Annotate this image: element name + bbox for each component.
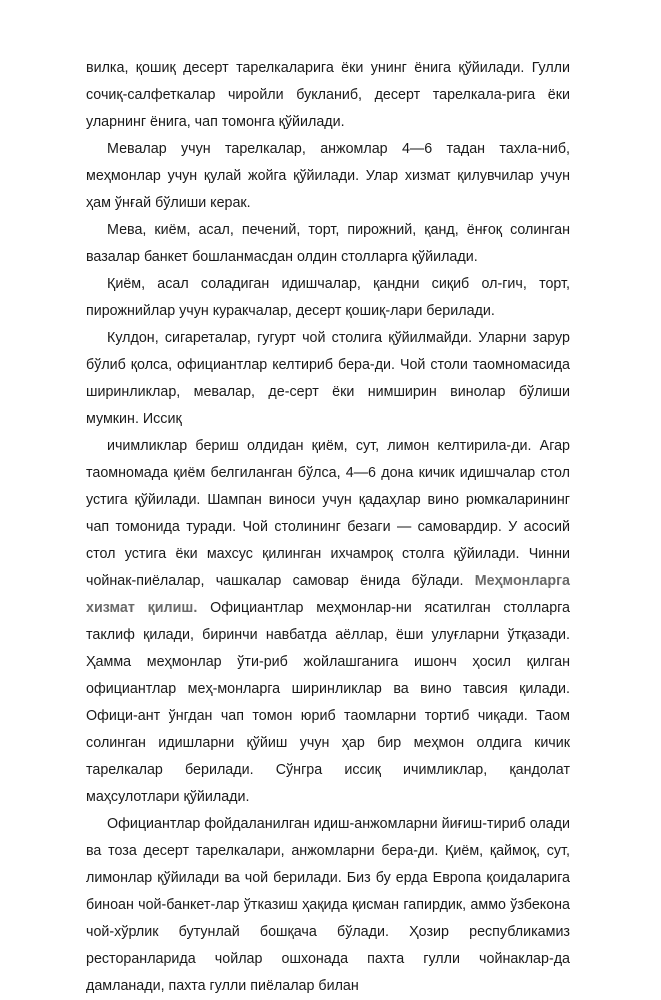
section-heading-serving-guests: Меҳмонларга хизмат қилиш.	[86, 573, 570, 616]
paragraph-2: Мевалар учун тарелкалар, анжомлар 4—6 тадан тахла-ниб, меҳмонлар учун қулай жойга қўйилади. Улар хизмат қилувчилар учун ҳам ўнғай бўлиши керак.	[86, 141, 570, 211]
paragraph-1: вилка, қошиқ десерт тарелкаларига ёки унинг ёнига қўйилади. Гулли сочиқ-салфеткалар чиройли букланиб, десерт тарелкала-рига ёки уларнинг ёнига, чап томонга қўйилади.	[86, 60, 570, 130]
paragraph-6-text-before: ичимликлар бериш олдидан қиём, сут, лимон келтирила-ди. Агар таомномада қиём белгиланган бўлса, 4—6 дона кичик идишчалар стол устига қўйилади. Шампан виноси учун қадаҳлар вино рюмкаларининг чап томонида туради. Чой столининг безаги — самовардир. У асосий стол устига ёки махсус қилинган ихчамроқ столга қўйилади. Чинни чойнак-пиёлалар, чашкалар самовар ёнида бўлади.	[86, 438, 570, 589]
paragraph-6	[86, 433, 570, 811]
paragraph-5: Кулдон, сигареталар, гугурт чой столига қўйилмайди. Уларни зарур бўлиб қолса, официантлар келтириб бера-ди. Чой столи таомномасида ширинликлар, мевалар, де-серт ёки нимширин винолар бўлиши мумкин. Иссиқ	[86, 330, 570, 427]
document-page	[86, 55, 570, 1000]
paragraph-7: Официантлар фойдаланилган идиш-анжомларни йиғиш-тириб олади ва тоза десерт тарелкалари, анжомларни бера-ди. Қиём, қаймоқ, сут, лимонлар қўйилади ва чой берилади. Биз бу ерда Европа қоидаларига биноан чой-банкет-лар ўтказиш ҳақида қисман гапирдик, аммо ўзбекона чой-хўрлик бутунлай бошқача бўлади. Ҳозир республикамиз ресторанларида чойлар ошхонада пахта гулли чойнаклар-да дамланади, пахта гулли пиёлалар билан	[86, 816, 570, 994]
paragraph-3: Мева, киём, асал, печений, торт, пирожний, қанд, ёнғоқ солинган вазалар банкет бошланмасдан олдин столларга қўйилади.	[86, 222, 570, 265]
paragraph-4: Қиём, асал соладиган идишчалар, қандни сиқиб ол-гич, торт, пирожнийлар учун куракчалар, десерт қошиқ-лари берилади.	[86, 276, 570, 319]
paragraph-6-text-after: Официантлар меҳмонлар-ни ясатилган столларга таклиф қилади, биринчи навбатда аёллар, ёши улуғларни ўтқазади. Ҳамма меҳмонлар ўти-риб жойлашганига ишонч ҳосил қилган официантлар меҳ-монларга ширинликлар ва вино тавсия қилади. Офици-ант ўнгдан чап томон юриб таомларни тортиб чиқади. Таом солинган идишларни қўйиш учун ҳар бир меҳмон олдига кичик тарелкалар берилади. Сўнгра иссиқ ичимликлар, қандолат маҳсулотлари қўйилади.	[86, 600, 570, 805]
